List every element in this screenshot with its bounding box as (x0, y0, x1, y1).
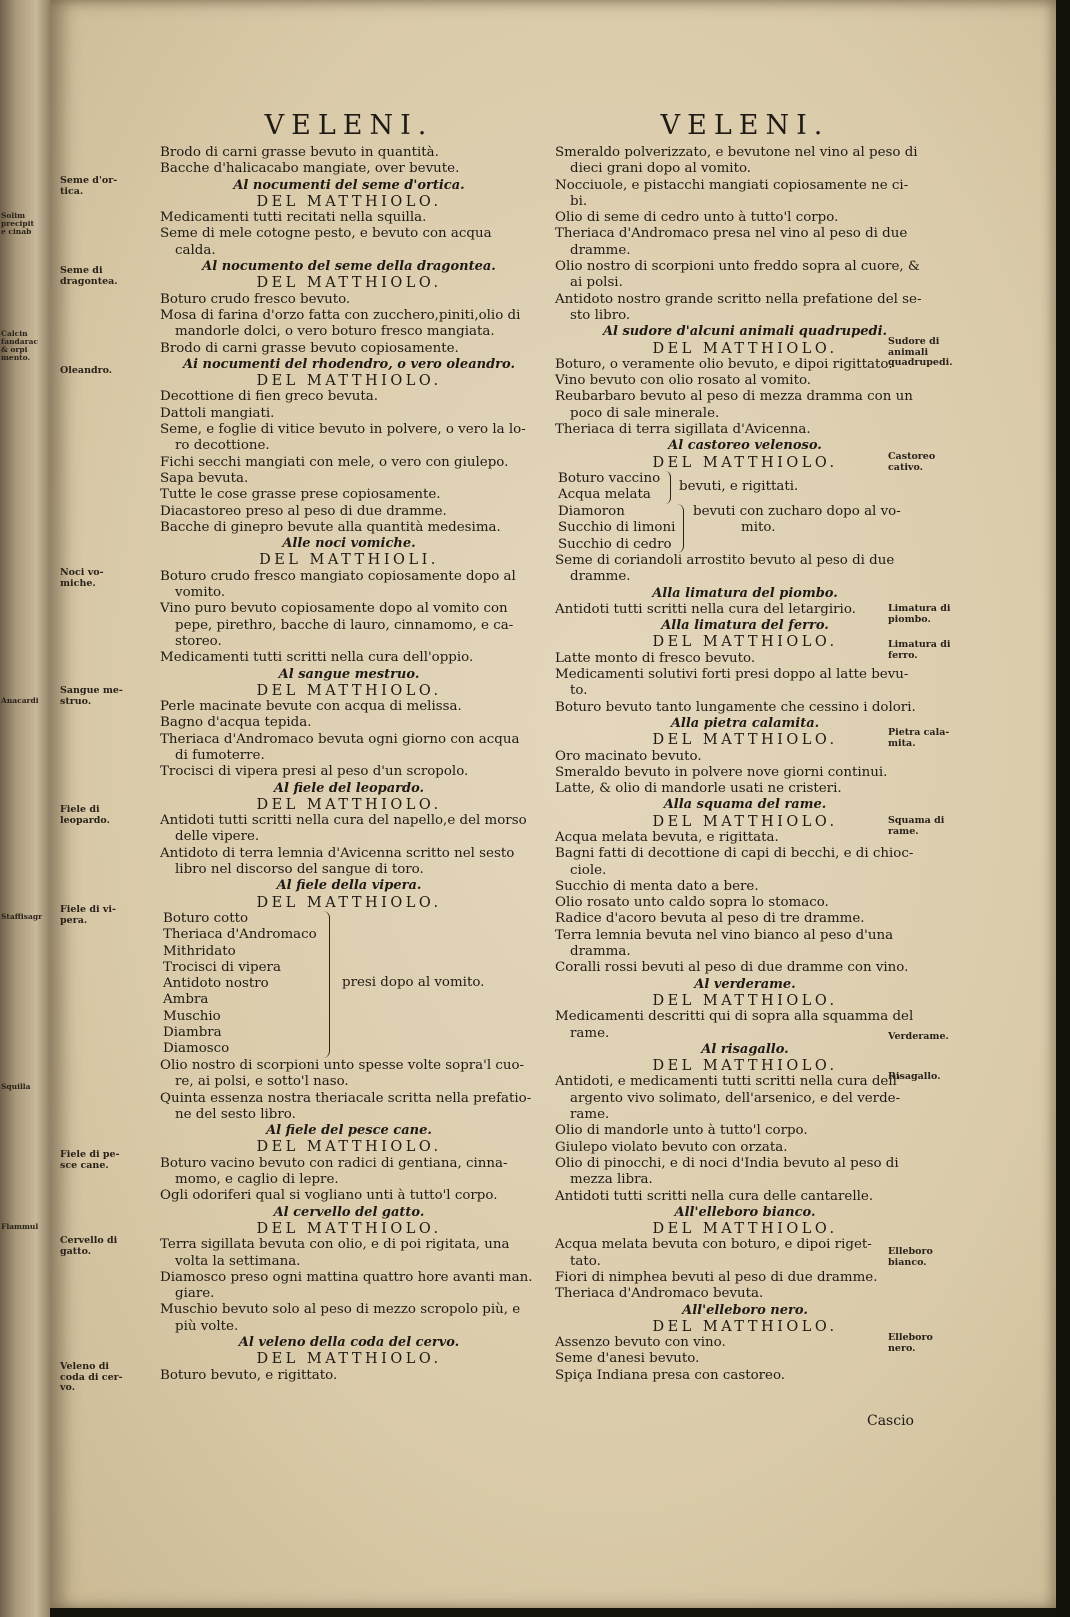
text-line: Diacastoreo preso al peso di due dramme. (160, 503, 447, 519)
curly-brace (665, 471, 671, 504)
text-line: Vino puro bevuto copiosamente dopo al vomito con (160, 601, 508, 617)
section-heading: DEL MATTHIOLO. (256, 275, 442, 292)
margin-note: Castoreo cativo. (888, 451, 936, 473)
text-line: tato. (570, 1253, 601, 1269)
text-line: to. (570, 683, 588, 699)
facing-page-note: Staffisagr (1, 912, 43, 921)
brace-list-right-1 (555, 471, 935, 504)
text-line: Seme, e foglie di vitice bevuto in polvere, o vero la lo- (160, 422, 526, 438)
catchword: Cascio (867, 1413, 914, 1429)
section-subheading: All'elleboro bianco. (674, 1204, 816, 1220)
text-line: Medicamenti tutti scritti nella cura dell'oppio. (160, 650, 474, 666)
section-heading: DEL MATTHIOLI. (259, 552, 439, 569)
left-column (160, 110, 538, 1384)
margin-note: Limatura di ferro. (888, 639, 951, 661)
section-heading: DEL MATTHIOLO. (256, 682, 442, 699)
section-heading: DEL MATTHIOLO. (652, 992, 838, 1009)
section-heading: DEL MATTHIOLO. (652, 454, 838, 471)
section-subheading: Ai nocumenti del rhodendro, o vero oleandro. (183, 356, 515, 372)
brace-item: Ambra (163, 992, 209, 1008)
brace-item: Succhio di cedro (558, 536, 672, 552)
text-line: Seme d'anesi bevuto. (555, 1351, 700, 1367)
text-line: Vino bevuto con olio rosato al vomito. (555, 373, 812, 389)
brace-annotation-cont: mito. (741, 519, 776, 535)
text-line: rame. (570, 1025, 610, 1041)
text-line: Olio di pinocchi, e di noci d'India bevuto al peso di (555, 1155, 899, 1171)
text-line: Theriaca d'Andromaco bevuta. (555, 1286, 764, 1302)
page-right-shadow (1056, 0, 1070, 1617)
text-line: Acqua melata bevuta, e rigittata. (555, 829, 779, 845)
section-heading: DEL MATTHIOLO. (652, 813, 838, 830)
section-heading: DEL MATTHIOLO. (256, 796, 442, 813)
text-line: mezza libra. (570, 1172, 653, 1188)
section-heading: DEL MATTHIOLO. (256, 373, 442, 390)
text-line: Diamosco preso ogni mattina quattro hore avanti man. (160, 1269, 533, 1285)
text-line: Antidoti tutti scritti nella cura del letargirio. (555, 601, 856, 617)
text-line: Olio rosato unto caldo sopra lo stomaco. (555, 895, 829, 911)
text-line: Olio di mandorle unto à tutto'l corpo. (555, 1123, 808, 1139)
facing-page-note: Flammul (1, 1222, 39, 1231)
text-line: Boturo vacino bevuto con radici di gentiana, cinna- (160, 1155, 508, 1171)
text-line: Coralli rossi bevuti al peso di due dramme con vino. (555, 960, 909, 976)
section-subheading: Alle noci vomiche. (282, 536, 416, 552)
section-subheading: Al verderame. (694, 976, 796, 992)
brace-item: Mithridato (163, 943, 236, 959)
text-line: Medicamenti descritti qui di sopra alla squamma del (555, 1009, 914, 1025)
text-line: Muschio bevuto solo al peso di mezzo scropolo più, e (160, 1302, 521, 1318)
margin-note: Verderame. (888, 1031, 949, 1042)
text-line: Fiori di nimphea bevuti al peso di due dramme. (555, 1270, 878, 1285)
text-line: di fumoterre. (175, 747, 265, 763)
text-line: giare. (175, 1286, 215, 1302)
section-subheading: Al fiele del leopardo. (273, 780, 425, 796)
text-line: Assenzo bevuto con vino. (555, 1335, 726, 1351)
section-subheading: Alla pietra calamita. (670, 715, 820, 731)
brace-item: Diambra (163, 1025, 222, 1041)
running-head-right: VELENI. (660, 110, 830, 141)
section-subheading: Al risagallo. (701, 1041, 789, 1057)
running-head-left: VELENI. (264, 110, 434, 141)
right-text-block-a (555, 145, 935, 471)
text-line: Boturo crudo fresco bevuto. (160, 291, 351, 307)
text-line: storeo. (175, 633, 222, 649)
margin-note: Fiele di pe- sce cane. (60, 1149, 120, 1171)
text-line: ne del sesto libro. (175, 1106, 296, 1122)
text-line: dieci grani dopo al vomito. (570, 161, 752, 177)
brace-item: Muschio (163, 1008, 221, 1024)
margin-note: Sudore di animali quadrupedi. (888, 336, 953, 368)
margin-note: Fiele di vi- pera. (60, 904, 116, 926)
brace-annotation: presi dopo al vomito. (342, 974, 485, 990)
section-heading: DEL MATTHIOLO. (256, 1351, 442, 1368)
text-line: libro nel discorso del sangue di toro. (175, 862, 424, 878)
text-line: Smeraldo bevuto in polvere nove giorni continui. (555, 764, 888, 780)
section-subheading: Alla squama del rame. (663, 797, 827, 813)
text-line: ciole. (570, 862, 607, 878)
section-heading: DEL MATTHIOLO. (652, 732, 838, 749)
text-line: Ogli odoriferi qual si vogliano unti à tutto'l corpo. (160, 1188, 498, 1204)
text-line: Antidoti tutti scritti nella cura del napello,e del morso (160, 813, 527, 829)
left-text-block-a (160, 145, 538, 911)
section-heading: DEL MATTHIOLO. (256, 894, 442, 911)
book-page (50, 0, 1056, 1610)
text-line: vomito. (175, 585, 226, 601)
text-line: argento vivo solimato, dell'arsenico, e del verde- (570, 1090, 901, 1106)
text-line: Oro macinato bevuto. (555, 748, 702, 764)
text-line: Succhio di menta dato a bere. (555, 878, 759, 894)
margin-note: Cervello di gatto. (60, 1235, 118, 1257)
text-line: Theriaca d'Andromaco presa nel vino al peso di due (555, 226, 908, 242)
text-line: mandorle dolci, o vero boturo fresco mangiata. (175, 324, 495, 340)
text-line: Tutte le cose grasse prese copiosamente. (160, 487, 441, 503)
text-line: Boturo bevuto, e rigittato. (160, 1367, 338, 1383)
margin-note: Noci vo- miche. (60, 567, 104, 589)
text-line: Bagni fatti di decottione di capi di becchi, e di chioc- (555, 846, 914, 862)
text-line: Bacche d'halicacabo mangiate, over bevute. (160, 161, 460, 177)
margin-note: Elleboro bianco. (888, 1246, 933, 1268)
brace-item: Trocisci di vipera (163, 959, 281, 975)
margin-note: Elleboro nero. (888, 1332, 933, 1354)
text-line: Decottione di fien greco bevuta. (160, 389, 379, 405)
text-line: Dattoli mangiati. (160, 405, 275, 421)
text-line: Theriaca d'Andromaco bevuta ogni giorno con acqua (160, 731, 520, 747)
text-line: dramma. (570, 944, 631, 960)
text-line: Medicamenti tutti recitati nella squilla. (160, 210, 427, 226)
brace-annotation: bevuti con zucharo dopo al vo- (693, 503, 901, 519)
text-line: Giulepo violato bevuto con orzata. (555, 1139, 788, 1155)
text-line: Bagno d'acqua tepida. (160, 715, 312, 731)
brace-list-left (160, 911, 538, 1058)
section-subheading: Al nocumento del seme della dragontea. (202, 259, 496, 275)
text-line: Antidoto nostro grande scritto nella prefatione del se- (555, 291, 922, 307)
brace-item: Diamoron (558, 503, 625, 519)
section-heading: DEL MATTHIOLO. (256, 1220, 442, 1237)
section-subheading: Al cervello del gatto. (273, 1204, 425, 1220)
text-line: Brodo di carni grasse bevuto copiosamente. (160, 340, 459, 356)
section-subheading: Al sangue mestruo. (278, 666, 420, 682)
text-line: Boturo crudo fresco mangiato copiosamente dopo al (160, 568, 516, 584)
text-line: bi. (570, 193, 588, 209)
margin-note: Fiele di leopardo. (60, 804, 110, 826)
section-subheading: Al nocumenti del seme d'ortica. (233, 177, 465, 193)
right-column (555, 110, 935, 1384)
section-subheading: Al veleno della coda del cervo. (238, 1335, 460, 1350)
margin-note: Oleandro. (60, 365, 113, 376)
text-line: Latte monto di fresco bevuto. (555, 650, 756, 666)
text-line: ro decottione. (175, 438, 270, 454)
text-line: Brodo di carni grasse bevuto in quantità. (160, 145, 439, 160)
brace-item: Boturo vaccino (558, 470, 661, 486)
margin-note: Pietra cala- mita. (888, 727, 950, 749)
text-line: sto libro. (570, 307, 631, 323)
margin-note: Veleno di coda di cer- vo. (60, 1361, 123, 1393)
section-heading: DEL MATTHIOLO. (652, 1221, 838, 1238)
text-line: Olio di seme di cedro unto à tutto'l corpo. (555, 210, 839, 226)
text-line: Seme di mele cotogne pesto, e bevuto con acqua (160, 226, 492, 242)
text-line: volta la settimana. (175, 1253, 301, 1269)
section-heading: DEL MATTHIOLO. (652, 1318, 838, 1335)
text-line: pepe, pirethro, bacche di lauro, cinnamomo, e ca- (175, 617, 514, 633)
text-line: Antidoti tutti scritti nella cura delle cantarelle. (555, 1188, 874, 1204)
section-heading: DEL MATTHIOLO. (652, 1058, 838, 1075)
page-bottom-shadow (50, 1608, 1056, 1617)
brace-item: Theriaca d'Andromaco (163, 927, 317, 943)
right-text-block-b (555, 553, 935, 1384)
margin-note: Squama di rame. (888, 815, 945, 837)
curly-brace (323, 911, 330, 1058)
text-line: Latte, & olio di mandorle usati ne cristeri. (555, 781, 842, 797)
text-line: rame. (570, 1107, 610, 1123)
text-line: Theriaca di terra sigillata d'Avicenna. (555, 422, 811, 438)
margin-note: Sangue me- struo. (60, 685, 123, 707)
text-line: re, ai polsi, e sotto'l naso. (175, 1074, 349, 1090)
text-line: Boturo bevuto tanto lungamente che cessino i dolori. (555, 699, 916, 715)
text-line: Boturo, o veramente olio bevuto, e dipoi rigittato. (555, 356, 893, 372)
text-line: Acqua melata bevuta con boturo, e dipoi riget- (555, 1237, 872, 1253)
text-line: Nocciuole, e pistacchi mangiati copiosamente ne ci- (555, 177, 909, 193)
margin-note: Risagallo. (888, 1071, 941, 1082)
section-subheading: Al fiele del pesce cane. (266, 1123, 432, 1139)
text-line: Bacche di ginepro bevute alla quantità medesima. (160, 519, 501, 535)
section-subheading: Al sudore d'alcuni animali quadrupedi. (602, 324, 888, 340)
text-line: momo, e caglio di lepre. (175, 1172, 339, 1188)
section-subheading: Al castoreo velenoso. (668, 438, 822, 454)
brace-item: Boturo cotto (163, 910, 249, 926)
text-line: delle vipere. (175, 829, 260, 845)
brace-item: Acqua melata (558, 487, 651, 503)
text-line: Quinta essenza nostra theriacale scritta nella prefatio- (160, 1090, 532, 1106)
margin-note: Seme di dragontea. (60, 265, 118, 287)
brace-item: Succhio di limoni (558, 520, 676, 536)
text-line: più volte. (175, 1318, 239, 1334)
section-heading: DEL MATTHIOLO. (256, 193, 442, 210)
brace-item: Diamosco (163, 1041, 230, 1057)
section-heading: DEL MATTHIOLO. (652, 340, 838, 357)
margin-note: Limatura di piombo. (888, 603, 951, 625)
text-line: poco di sale minerale. (570, 405, 720, 421)
section-subheading: Alla limatura del piombo. (652, 585, 838, 601)
text-line: Medicamenti solutivi forti presi doppo al latte bevu- (555, 667, 909, 683)
facing-page-note: Anacardi (1, 696, 39, 705)
facing-page-note: Squilla (1, 1082, 31, 1091)
text-line: calda. (175, 242, 216, 258)
text-line: Perle macinate bevute con acqua di melissa. (160, 699, 462, 715)
brace-annotation: bevuti, e rigittati. (679, 478, 799, 494)
text-line: Terra sigillata bevuta con olio, e di poi rigitata, una (160, 1237, 510, 1253)
facing-page-note: Solim precipit e cinab (1, 211, 34, 236)
text-line: Sapa bevuta. (160, 470, 249, 486)
text-line: Spiça Indiana presa con castoreo. (555, 1367, 786, 1383)
text-line: dramme. (570, 569, 631, 585)
brace-list-right-2 (555, 504, 935, 553)
section-subheading: All'elleboro nero. (682, 1302, 808, 1318)
text-line: dramme. (570, 242, 631, 258)
facing-page-edge (0, 0, 52, 1617)
text-line: Trocisci di vipera presi al peso d'un scropolo. (160, 764, 469, 780)
text-line: Olio nostro di scorpioni unto spesse volte sopra'l cuo- (160, 1057, 525, 1073)
left-text-block-b (160, 1058, 538, 1384)
text-line: Olio nostro di scorpioni unto freddo sopra al cuore, & (555, 259, 920, 275)
section-heading: DEL MATTHIOLO. (652, 634, 838, 651)
text-line: Seme di coriandoli arrostito bevuto al peso di due (555, 552, 895, 568)
text-line: Radice d'acoro bevuta al peso di tre dramme. (555, 911, 865, 927)
text-line: Terra lemnia bevuta nel vino bianco al peso d'una (555, 927, 894, 943)
text-line: Antidoto di terra lemnia d'Avicenna scritto nel sesto (160, 845, 515, 861)
text-line: ai polsi. (570, 275, 623, 291)
section-heading: DEL MATTHIOLO. (256, 1139, 442, 1156)
text-line: Fichi secchi mangiati con mele, o vero con giulepo. (160, 454, 509, 470)
brace-item: Antidoto nostro (163, 976, 269, 992)
text-line: Antidoti, e medicamenti tutti scritti nella cura dell' (555, 1074, 901, 1090)
text-line: Smeraldo polverizzato, e bevutone nel vino al peso di (555, 145, 918, 160)
margin-note: Seme d'or- tica. (60, 175, 118, 197)
section-subheading: Alla limatura del ferro. (661, 618, 829, 634)
text-line: Mosa di farina d'orzo fatta con zucchero,piniti,olio di (160, 307, 521, 323)
curly-brace (677, 504, 684, 553)
facing-page-note: Calcin fandarac & orpi mento. (1, 329, 39, 362)
text-line: Reubarbaro bevuto al peso di mezza dramma con un (555, 389, 913, 405)
section-subheading: Al fiele della vipera. (276, 878, 422, 894)
